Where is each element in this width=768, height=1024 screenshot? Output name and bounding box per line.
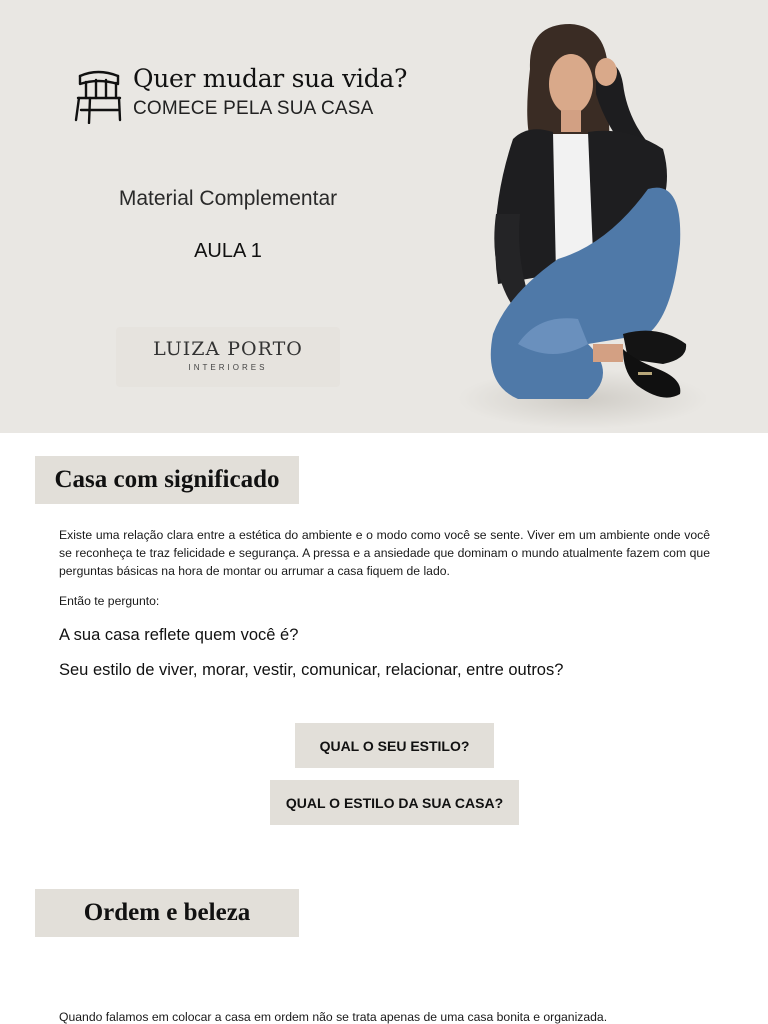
body-paragraph: Quando falamos em colocar a casa em ordem não se trata apenas de uma casa bonita e organizada. <box>59 1010 608 1024</box>
brand-subtitle: COMECE PELA SUA CASA <box>133 98 374 119</box>
section-title: Ordem e beleza <box>83 899 251 926</box>
logo-name: LUIZA PORTO <box>153 338 303 360</box>
style-quiz-button[interactable]: QUAL O SEU ESTILO? <box>295 723 494 768</box>
home-style-quiz-button[interactable]: QUAL O ESTILO DA SUA CASA? <box>270 780 519 825</box>
section-heading-box <box>35 456 299 504</box>
question-intro: Então te pergunto: <box>59 594 160 608</box>
section-heading-box <box>35 889 299 937</box>
section-title: Casa com significado <box>54 466 280 493</box>
portrait-photo <box>458 14 718 429</box>
hero-banner <box>0 0 768 433</box>
material-heading: Material Complementar <box>118 187 338 210</box>
brand-logo <box>116 327 340 387</box>
lesson-label: AULA 1 <box>194 240 262 262</box>
brand-title: Quer mudar sua vida? <box>133 64 408 93</box>
intro-paragraph: Existe uma relação clara entre a estética do ambiente e o modo como você se sente. Viver em um ambiente onde você se reconheça te traz felicidade e segurança. A pressa e a ansiedade que dominam o mundo atualmente fazem com que perguntas básicas na hora de montar ou arrumar a casa fiquem de lado. <box>59 528 710 578</box>
question-text: A sua casa reflete quem você é? <box>59 626 299 644</box>
chair-icon <box>74 68 122 124</box>
logo-tagline: INTERIORES <box>188 363 268 372</box>
question-text: Seu estilo de viver, morar, vestir, comunicar, relacionar, entre outros? <box>59 661 564 679</box>
